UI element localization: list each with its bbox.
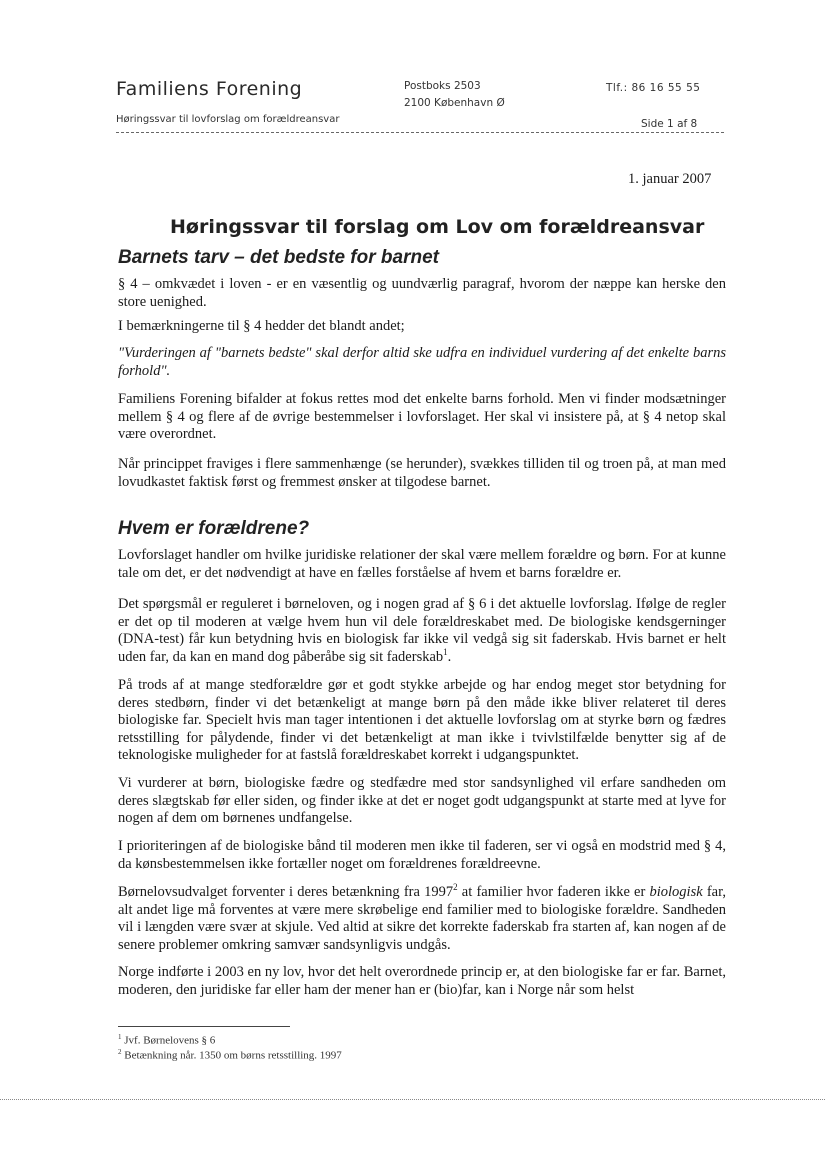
page-bottom-divider bbox=[0, 1099, 825, 1100]
footnote-mark: 2 bbox=[118, 1048, 122, 1056]
paragraph-text: at familier hvor faderen ikke er bbox=[457, 884, 650, 900]
emphasis-text: biologisk bbox=[649, 884, 703, 900]
footnote-divider bbox=[118, 1026, 290, 1027]
paragraph: Det spørgsmål er reguleret i børneloven, og i nogen grad af § 6 i det aktuelle lovforslag. Ifølge de regler er det op til moderen at vælge hvem hun vil dele forældreskabet med. De biologiske kendsgerninger (DNA-test) får kun betydning hvis en biologisk far ikke vil vedgå sig sit faderskab. Hvis barnet er helt uden far, da kan en mand dog påberåbe sig sit faderskab$^1$. bbox=[118, 596, 726, 665]
page-title: Høringssvar til forslag om Lov om forældreansvar bbox=[170, 216, 705, 238]
paragraph-text: far, alt andet lige må forventes at være mere skrøbelige end familier med to biologiske forældre. Sandheden vil i længden være svær at skjule. Ved altid at sikre det korrekte faderskab fra starten af, kan nogen af de senere problemer omkring samvær sandsynligvis undgås. bbox=[118, 884, 726, 953]
section-heading-barnets-tarv: Barnets tarv – det bedste for barnet bbox=[118, 247, 439, 268]
paragraph: § 4 – omkvædet i loven - er en væsentlig og uundværlig paragraf, hvorom der næppe kan herske den store uenighed. bbox=[118, 276, 726, 310]
footnote-ref: 2 bbox=[453, 882, 458, 893]
header-divider bbox=[116, 132, 724, 133]
address-line-2: 2100 København Ø bbox=[404, 97, 505, 109]
quote-paragraph: "Vurderingen af "barnets bedste" skal derfor altid ske udfra en individuel vurdering af det enkelte barns forhold". bbox=[118, 345, 726, 379]
section-heading-hvem-er-foraeldrene: Hvem er forældrene? bbox=[118, 518, 310, 539]
phone-number: Tlf.: 86 16 55 55 bbox=[606, 82, 701, 94]
org-name: Familiens Forening bbox=[116, 78, 303, 100]
paragraph: Lovforslaget handler om hvilke juridiske relationer der skal være mellem forældre og børn. For at kunne tale om det, er det nødvendigt at have en fælles forståelse af hvem et barns forældre er. bbox=[118, 547, 726, 581]
paragraph-text: Børnelovsudvalget forventer i deres betænkning fra 1997 bbox=[118, 884, 454, 900]
footnote-text: Betænkning når. 1350 om børns retsstilling. 1997 bbox=[124, 1049, 342, 1062]
letterhead-subtitle: Høringssvar til lovforslag om forældreansvar bbox=[116, 114, 340, 125]
paragraph-text: Det spørgsmål er reguleret i børneloven, og i nogen grad af § 6 i det aktuelle lovforslag. Ifølge de regler er det op til moderen at vælge hvem hun vil dele forældreskabet med. De biologiske kendsgerninger (DNA-test) får kun betydning hvis en biologisk far ikke vil vedgå sig sit faderskab. Hvis barnet er helt uden far, da kan en mand dog påberåbe sig sit faderskab bbox=[118, 596, 726, 665]
paragraph: Familiens Forening bifalder at fokus rettes mod det enkelte barns forhold. Men vi finder modsætninger mellem § 4 og flere af de øvrige bestemmelser i lovforslaget. Her skal vi insistere på, at § 4 netop skal være overordnet. bbox=[118, 391, 726, 442]
page-number: Side 1 af 8 bbox=[641, 118, 698, 130]
paragraph: I prioriteringen af de biologiske bånd til moderen men ikke til faderen, ser vi også en modstrid med § 4, da kønsbestemmelsen ikke fortæller noget om forældrenes forældreevne. bbox=[118, 838, 726, 872]
footnote-text: Jvf. Børnelovens § 6 bbox=[124, 1034, 216, 1047]
document-date: 1. januar 2007 bbox=[628, 171, 712, 187]
paragraph: På trods af at mange stedforældre gør et godt stykke arbejde og har endog meget stor betydning for deres stedbørn, finder vi det betænkeligt at mange børn på den måde ikke bliver relateret til deres biologiske far. Specielt hvis man tager intentionen i det aktuelle lovforslag om at styrke børn og fædres retsstilling for pålydende, finder vi det betænkeligt at man ikke i tvivlstilfælde benytter sig af de teknologiske muligheder for at fastslå forældreskabet korrekt i udgangspunktet. bbox=[118, 677, 726, 763]
footnote-mark: 1 bbox=[118, 1033, 122, 1041]
paragraph: Norge indførte i 2003 en ny lov, hvor det helt overordnede princip er, at den biologiske far er far. Barnet, moderen, den juridiske far eller ham der mener han er (bio)far, kan i Norge når som helst bbox=[118, 964, 726, 998]
paragraph: I bemærkningerne til § 4 hedder det blandt andet; bbox=[118, 318, 405, 334]
footnote bbox=[118, 1048, 342, 1062]
paragraph: Vi vurderer at børn, biologiske fædre og stedfædre med stor sandsynlighed vil erfare sandheden om deres slægtskab før eller siden, og finder ikke at det er noget godt udgangspunkt at starte med at lyve for nogen af dem om børnenes undfangelse. bbox=[118, 775, 726, 826]
footnote-ref: 1 bbox=[443, 646, 448, 657]
paragraph: Når princippet fraviges i flere sammenhænge (se herunder), svækkes tilliden til og troen på, at man med lovudkastet faktisk først og fremmest ønsker at tilgodese barnet. bbox=[118, 456, 726, 490]
address-line-1: Postboks 2503 bbox=[404, 80, 481, 92]
footnote bbox=[118, 1033, 215, 1047]
paragraph bbox=[118, 884, 726, 954]
